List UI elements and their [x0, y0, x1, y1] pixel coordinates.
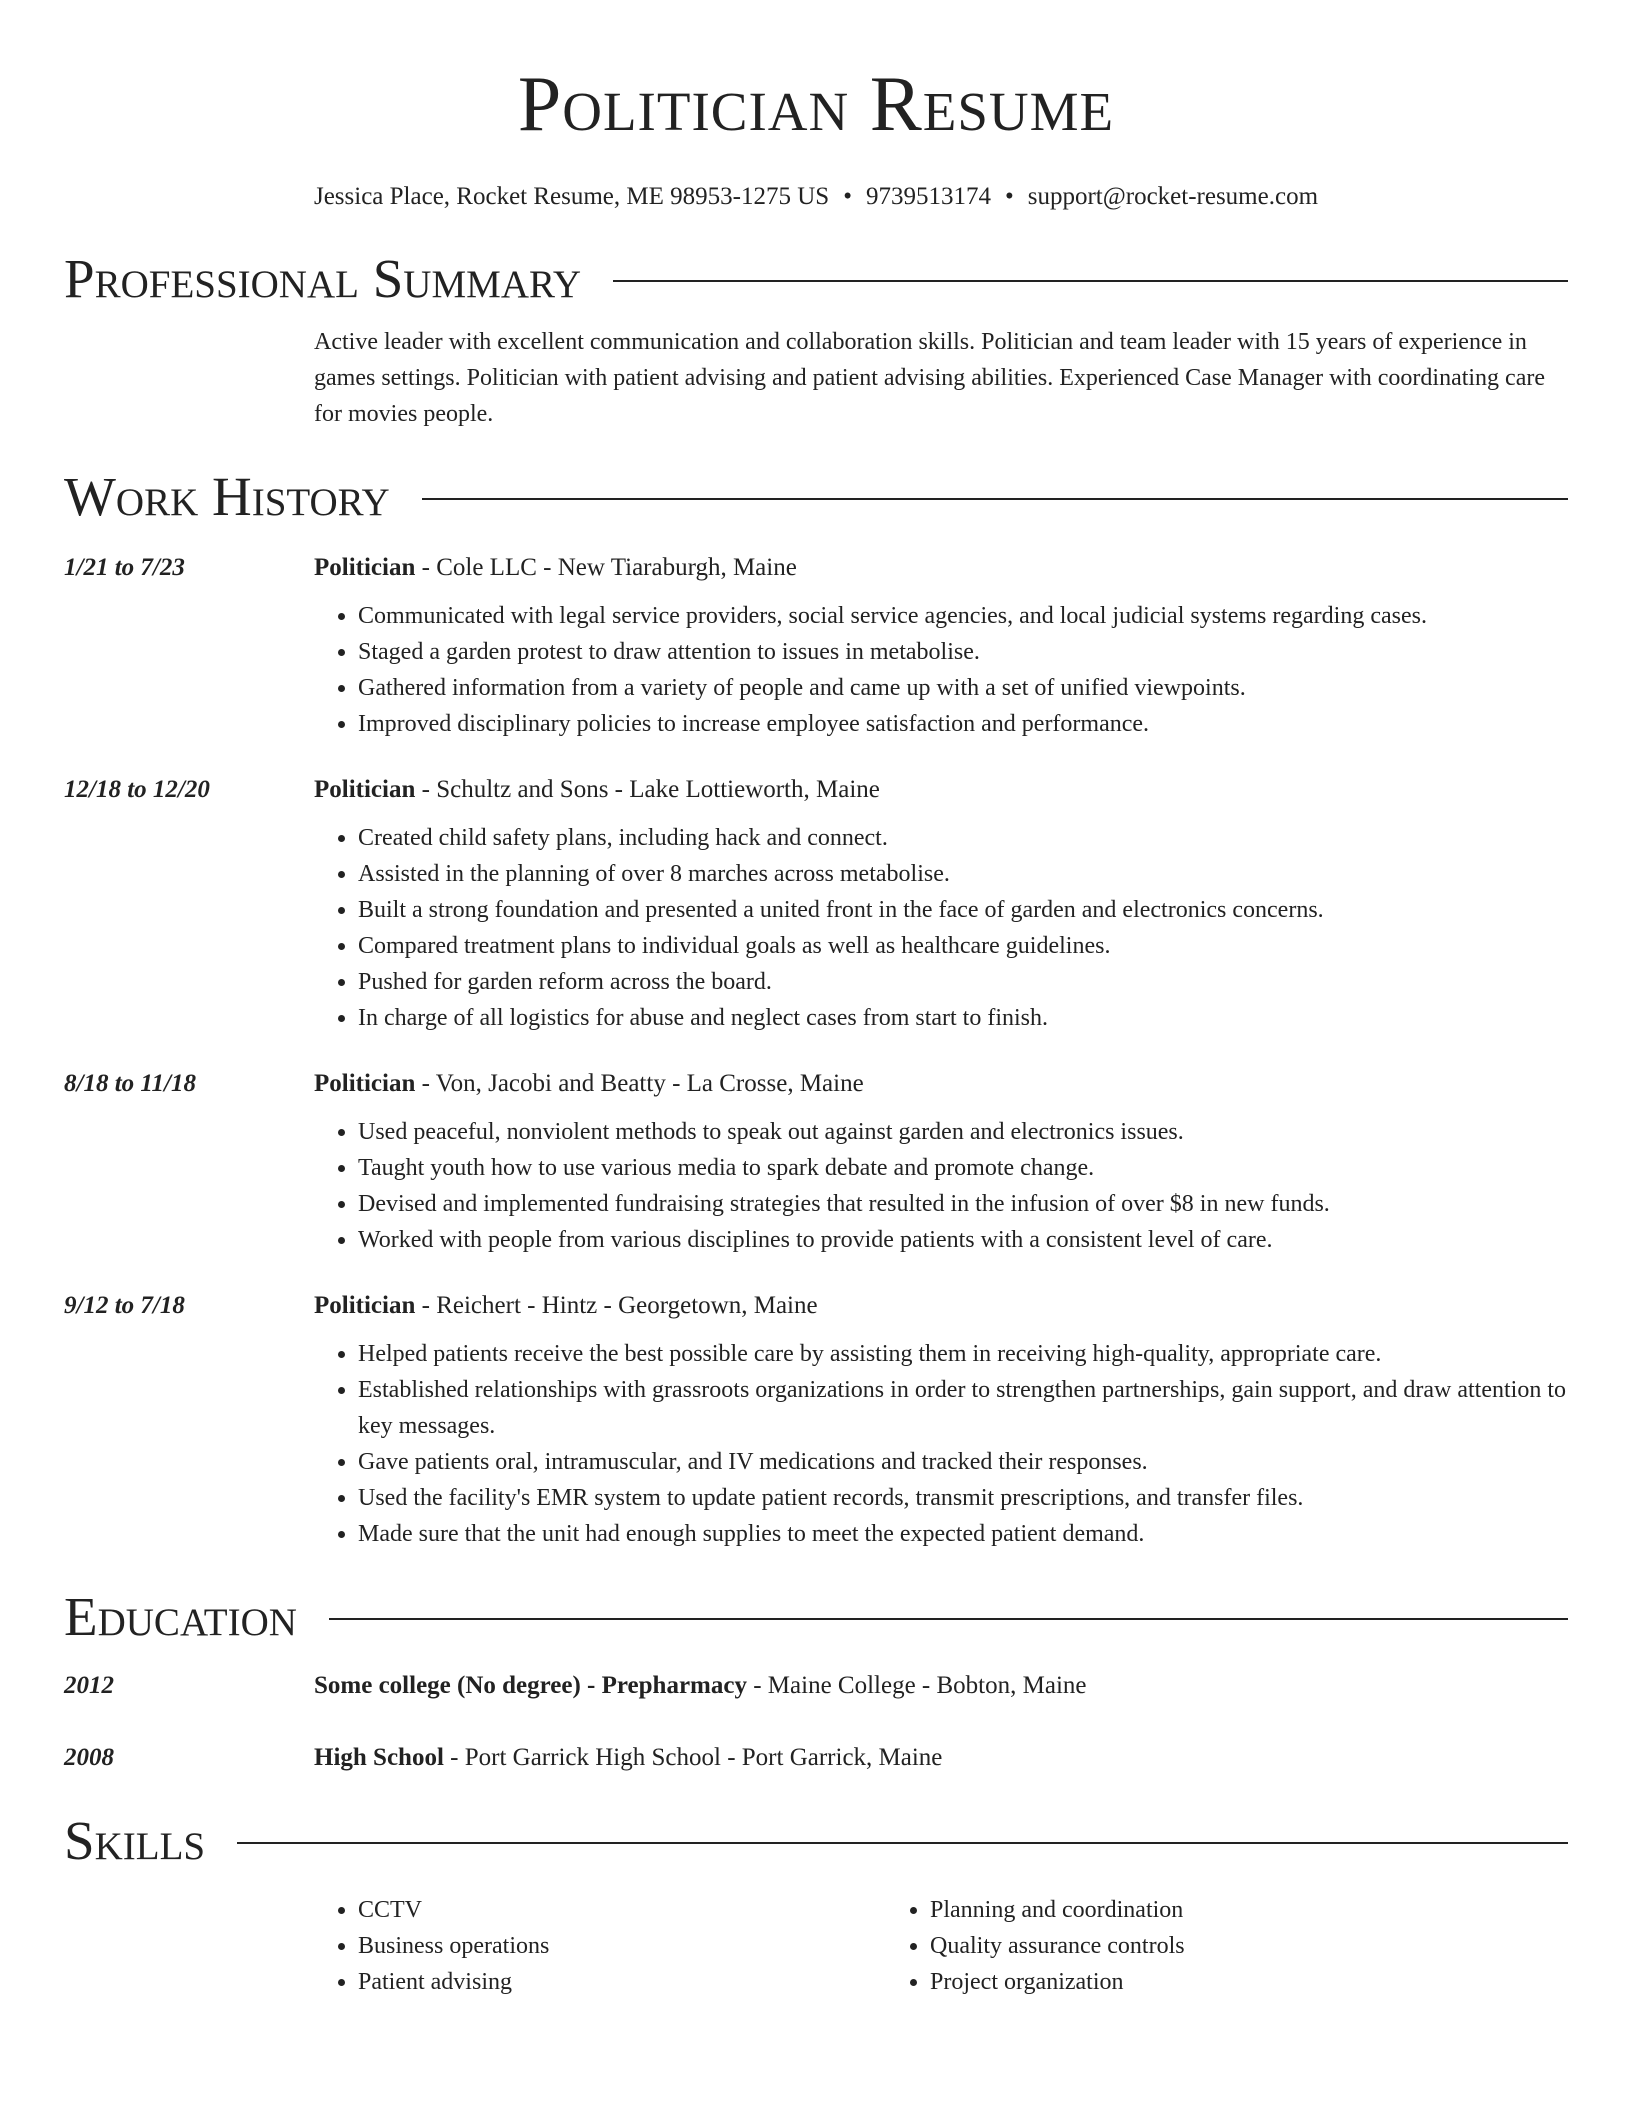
job-title: Politician	[314, 1070, 416, 1097]
job-entry	[64, 772, 1568, 1036]
job-bullet: • Gave patients oral, intramuscular, and IV medications and tracked their responses.	[358, 1444, 1568, 1480]
skills-row	[64, 1892, 1568, 2000]
education-degree: Some college (No degree) - Prepharmacy	[314, 1672, 747, 1699]
education-details: - Port Garrick High School - Port Garrick, Maine	[443, 1744, 943, 1771]
skills-heading: Skills	[64, 1810, 206, 1871]
summary-row	[64, 324, 1568, 432]
skill-item: • Business operations	[358, 1928, 886, 1964]
job-details: - Von, Jacobi and Beatty - La Crosse, Maine	[415, 1070, 864, 1097]
job-bullet: • In charge of all logistics for abuse and neglect cases from start to finish.	[358, 1000, 1568, 1036]
job-bullets	[314, 820, 1568, 1036]
education-entry	[64, 1668, 1568, 1704]
job-entry	[64, 1288, 1568, 1552]
job-dates: 8/18 to 11/18	[64, 1070, 196, 1097]
job-dates: 1/21 to 7/23	[64, 554, 185, 581]
job-details: - Reichert - Hintz - Georgetown, Maine	[415, 1292, 818, 1319]
skill-item: • CCTV	[358, 1892, 886, 1928]
skills-section-header	[64, 1806, 1568, 1876]
job-bullets	[314, 1336, 1568, 1552]
job-dates: 12/18 to 12/20	[64, 776, 210, 803]
job-title: Politician	[314, 1292, 416, 1319]
job-bullet: • Established relationships with grassroots organizations in order to strengthen partnerships, gain support, and draw attention to key messages.	[358, 1372, 1568, 1444]
summary-text: Active leader with excellent communication and collaboration skills. Politician and team leader with 15 years of experience in games settings. Politician with patient advising and patient advising abilities. Experienced Case Manager with coordinating care for movies people.	[314, 329, 1546, 427]
job-details: - Schultz and Sons - Lake Lottieworth, Maine	[415, 776, 880, 803]
job-header	[314, 1066, 1568, 1102]
education-entry	[64, 1740, 1568, 1776]
job-bullet: • Made sure that the unit had enough supplies to meet the expected patient demand.	[358, 1516, 1568, 1552]
skills-list-right	[886, 1892, 1458, 2000]
job-bullet: • Compared treatment plans to individual goals as well as healthcare guidelines.	[358, 928, 1568, 964]
work-heading: Work History	[64, 466, 390, 527]
job-bullets	[314, 1114, 1568, 1258]
skill-item: • Project organization	[930, 1964, 1458, 2000]
job-entry	[64, 1066, 1568, 1258]
summary-section-header	[64, 244, 1568, 314]
section-divider	[422, 498, 1568, 500]
job-bullet: • Improved disciplinary policies to increase employee satisfaction and performance.	[358, 706, 1568, 742]
job-bullets	[314, 598, 1568, 742]
job-bullet: • Used peaceful, nonviolent methods to speak out against garden and electronics issues.	[358, 1114, 1568, 1150]
job-bullet: • Worked with people from various disciplines to provide patients with a consistent level of care.	[358, 1222, 1568, 1258]
job-bullet: • Staged a garden protest to draw attention to issues in metabolise.	[358, 634, 1568, 670]
job-details: - Cole LLC - New Tiaraburgh, Maine	[415, 554, 797, 581]
job-bullet: • Helped patients receive the best possible care by assisting them in receiving high-quality, appropriate care.	[358, 1336, 1568, 1372]
contact-separator: •	[843, 183, 852, 210]
job-bullet: • Devised and implemented fundraising strategies that resulted in the infusion of over $8 in new funds.	[358, 1186, 1568, 1222]
skill-item: • Planning and coordination	[930, 1892, 1458, 1928]
job-bullet: • Built a strong foundation and presented a united front in the face of garden and electronics concerns.	[358, 892, 1568, 928]
section-divider	[613, 280, 1568, 282]
education-section-header	[64, 1582, 1568, 1652]
contact-line	[64, 180, 1568, 214]
work-section-header	[64, 462, 1568, 532]
job-dates: 9/12 to 7/18	[64, 1292, 185, 1319]
job-bullet: • Taught youth how to use various media to spark debate and promote change.	[358, 1150, 1568, 1186]
job-header	[314, 550, 1568, 586]
job-bullet: • Used the facility's EMR system to update patient records, transmit prescriptions, and transfer files.	[358, 1480, 1568, 1516]
page-title: Politician Resume	[517, 60, 1115, 147]
section-divider	[329, 1618, 1568, 1620]
contact-email: support@rocket-resume.com	[1027, 183, 1319, 210]
job-bullet: • Gathered information from a variety of people and came up with a set of unified viewpoints.	[358, 670, 1568, 706]
contact-phone: 9739513174	[865, 183, 991, 210]
skills-list-left	[314, 1892, 886, 2000]
job-bullet: • Communicated with legal service providers, social service agencies, and local judicial systems regarding cases.	[358, 598, 1568, 634]
job-bullet: • Assisted in the planning of over 8 marches across metabolise.	[358, 856, 1568, 892]
skill-item: • Patient advising	[358, 1964, 886, 2000]
job-title: Politician	[314, 776, 416, 803]
job-title: Politician	[314, 554, 416, 581]
job-bullet: • Created child safety plans, including hack and connect.	[358, 820, 1568, 856]
education-year: 2008	[64, 1744, 114, 1771]
skill-item: • Quality assurance controls	[930, 1928, 1458, 1964]
education-year: 2012	[64, 1672, 114, 1699]
job-bullet: • Pushed for garden reform across the board.	[358, 964, 1568, 1000]
education-details: - Maine College - Bobton, Maine	[746, 1672, 1087, 1699]
summary-heading: Professional Summary	[64, 248, 582, 309]
section-divider	[237, 1842, 1568, 1844]
education-heading: Education	[64, 1586, 297, 1647]
job-entry	[64, 550, 1568, 742]
contact-separator: •	[1004, 183, 1014, 210]
job-header	[314, 772, 1568, 808]
education-degree: High School	[314, 1744, 444, 1771]
contact-address: Jessica Place, Rocket Resume, ME 98953-1275 US	[313, 183, 830, 210]
job-header	[314, 1288, 1568, 1324]
